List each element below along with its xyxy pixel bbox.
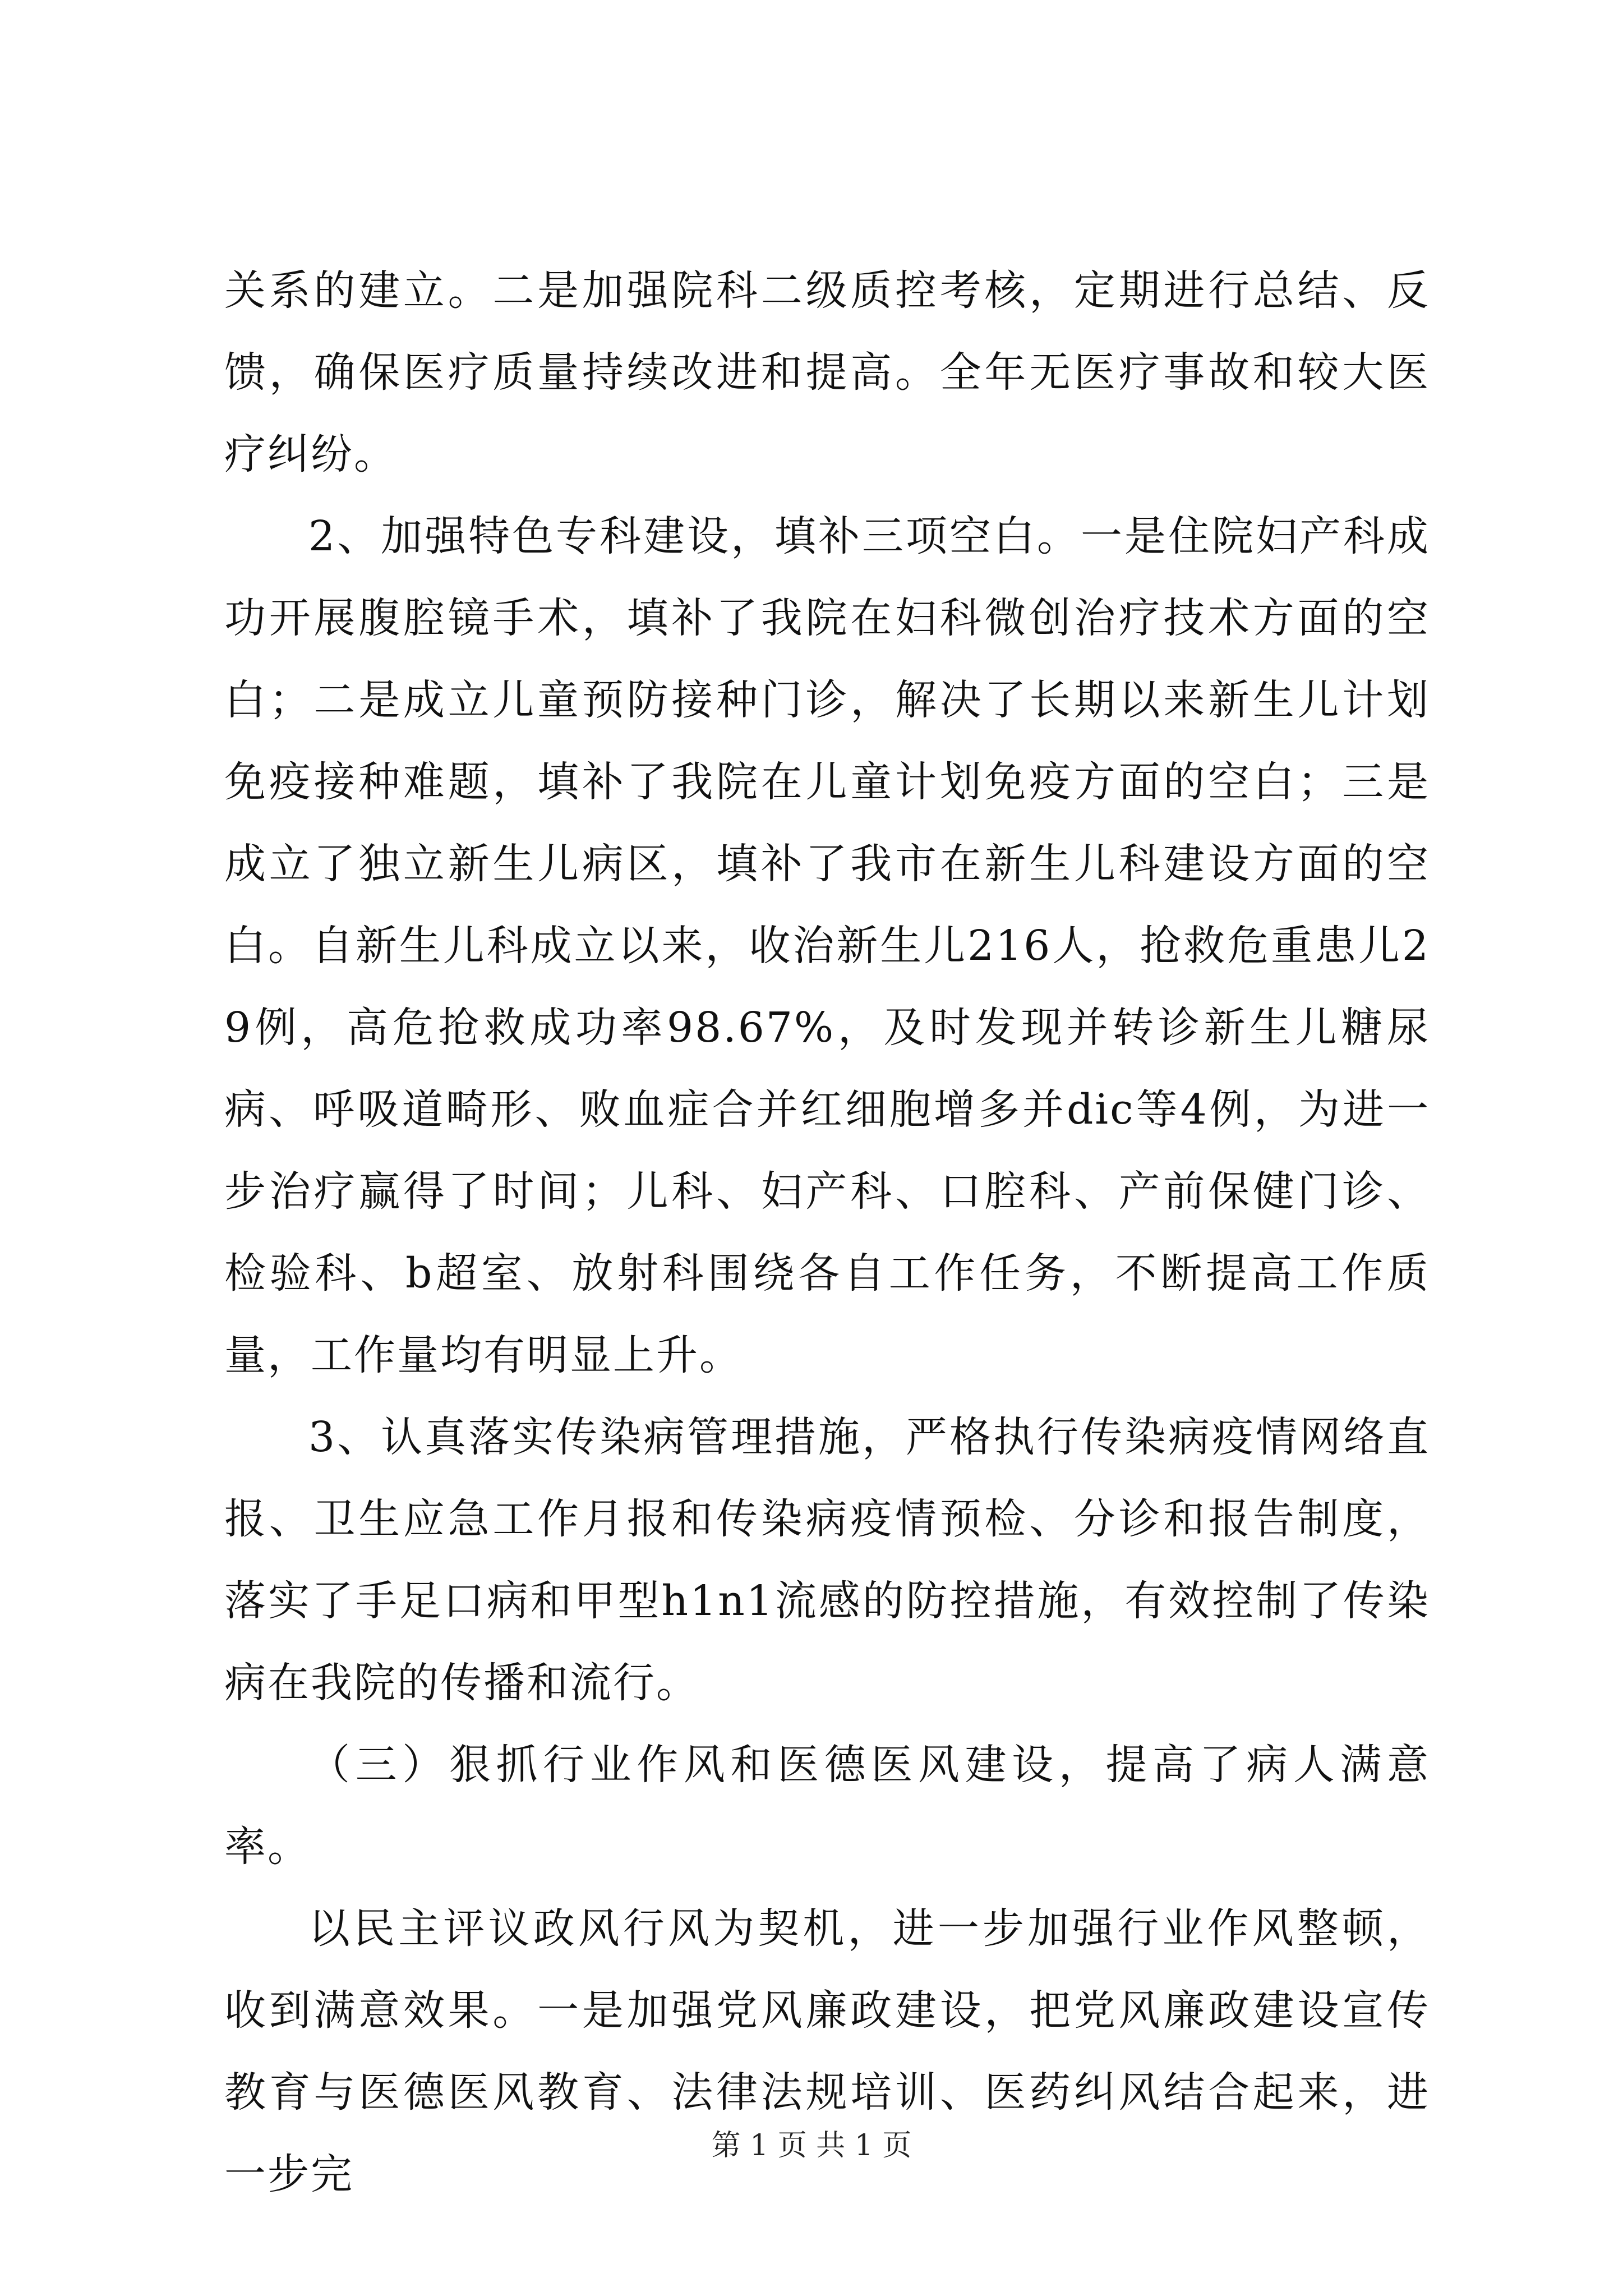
document-body bbox=[224, 250, 1430, 2215]
paragraph-infectious-disease: 3、认真落实传染病管理措施，严格执行传染病疫情网络直报、卫生应急工作月报和传染病疫情预检、分诊和报告制度，落实了手足口病和甲型h1n1流感的防控措施，有效控制了传染病在我院的传播和流行。 bbox=[224, 1413, 1430, 1707]
paragraph-specialty-building: 2、加强特色专科建设，填补三项空白。一是住院妇产科成功开展腹腔镜手术，填补了我院在妇科微创治疗技术方面的空白；二是成立儿童预防接种门诊，解决了长期以来新生儿计划免疫接种难题，填补了我院在儿童计划免疫方面的空白；三是成立了独立新生儿病区，填补了我市在新生儿科建设方面的空白。自新生儿科成立以来，收治新生儿216人，抢救危重患儿29例，高危抢救成功率98.67%，及时发现并转诊新生儿糖尿病、呼吸道畸形、败血症合并红细胞增多并dic等4例，为进一步治疗赢得了时间；儿科、妇产科、口腔科、产前保健门诊、检验科、b超室、放射科围绕各自工作任务，不断提高工作质量，工作量均有明显上升。 bbox=[224, 512, 1430, 1379]
page-footer: 第 1 页 共 1 页 bbox=[711, 2129, 912, 2162]
paragraph-continuation: 关系的建立。二是加强院科二级质控考核，定期进行总结、反馈，确保医疗质量持续改进和提高。全年无医疗事故和较大医疗纠纷。 bbox=[224, 266, 1430, 478]
paragraph-conduct-rectification: 以民主评议政风行风为契机，进一步加强行业作风整顿，收到满意效果。一是加强党风廉政建设，把党风廉政建设宣传教育与医德医风教育、法律法规培训、医药纠风结合起来，进一步完 bbox=[224, 1904, 1430, 2198]
section-heading-conduct: （三）狠抓行业作风和医德医风建设，提高了病人满意率。 bbox=[224, 1741, 1430, 1871]
